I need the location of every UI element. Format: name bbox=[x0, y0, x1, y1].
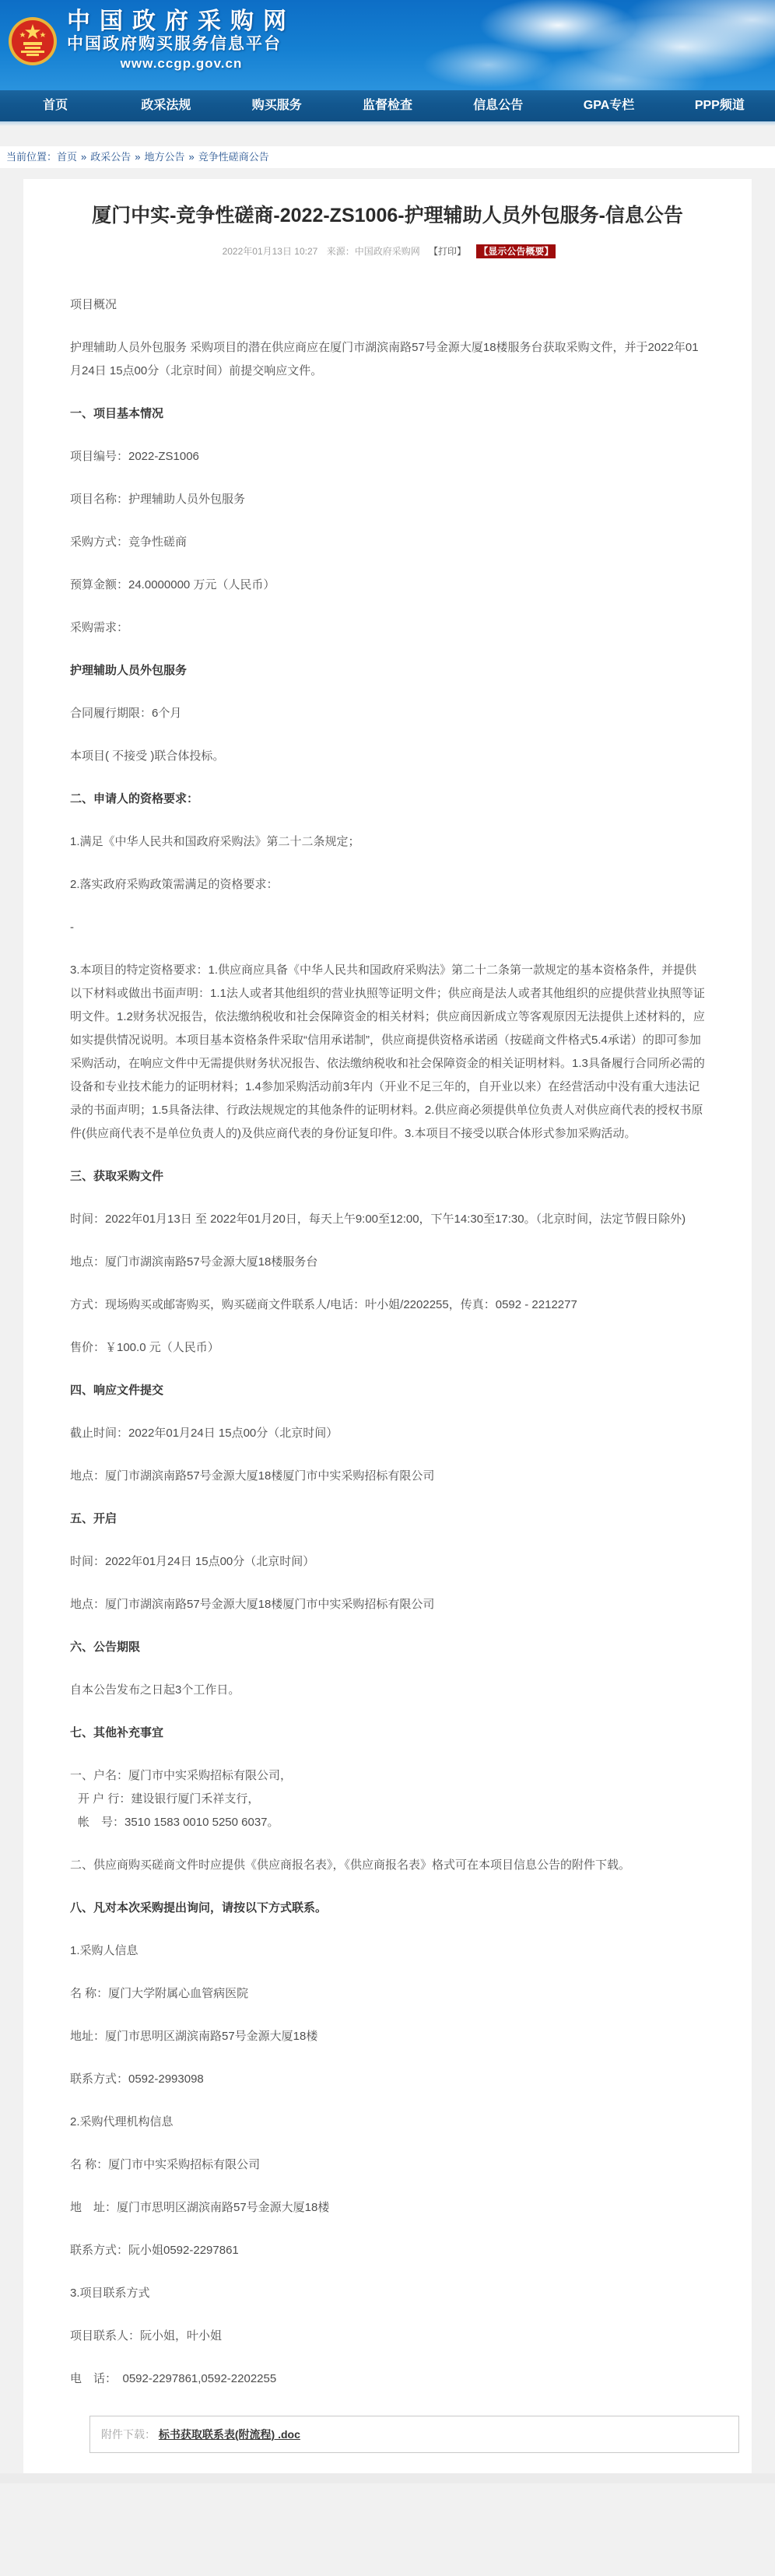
print-button[interactable]: 【打印】 bbox=[429, 246, 467, 257]
breadcrumb-item-competitive-consultation: 竞争性磋商公告 bbox=[198, 151, 269, 163]
article-paragraph: 售价：￥100.0 元（人民币） bbox=[70, 1341, 219, 1354]
article-paragraph: 2.落实政府采购政策需满足的资格要求： bbox=[70, 878, 279, 891]
site-subtitle: 中国政府购买服务信息平台 bbox=[67, 35, 282, 53]
section-heading: 护理辅助人员外包服务 bbox=[70, 664, 188, 677]
pre-card-gap bbox=[0, 168, 775, 179]
breadcrumb-item-home[interactable]: 首页 bbox=[57, 151, 78, 163]
site-url: www.ccgp.gov.cn bbox=[120, 56, 243, 71]
article-paragraph: 时间：2022年01月13日 至 2022年01月20日，每天上午9:00至12:00，下午14:30至17:30。（北京时间，法定节假日除外) bbox=[70, 1213, 686, 1226]
article-meta bbox=[23, 244, 752, 258]
nav-item-ppp[interactable]: PPP频道 bbox=[694, 99, 745, 112]
article-paragraph: 3.项目联系方式 bbox=[70, 2286, 150, 2300]
article-paragraph: 项目编号：2022-ZS1006 bbox=[70, 450, 199, 463]
article-paragraph: 时间：2022年01月24日 15点00分（北京时间） bbox=[70, 1555, 315, 1568]
section-heading: 七、其他补充事宜 bbox=[70, 1726, 164, 1739]
article-paragraph: 联系方式：0592-2993098 bbox=[70, 2072, 204, 2086]
nav-item-supervision[interactable]: 监督检查 bbox=[362, 99, 412, 112]
attachment-label: 附件下载： bbox=[101, 2428, 156, 2441]
site-header bbox=[0, 0, 775, 90]
breadcrumb-separator: » bbox=[188, 151, 195, 163]
section-heading: 八、凡对本次采购提出询问，请按以下方式联系。 bbox=[70, 1901, 328, 1914]
attachment-box bbox=[89, 2416, 739, 2453]
article-paragraph: 项目名称：护理辅助人员外包服务 bbox=[70, 493, 246, 506]
article-title: 厦门中实-竞争性磋商-2022-ZS1006-护理辅助人员外包服务-信息公告 bbox=[92, 205, 683, 226]
section-heading: 四、响应文件提交 bbox=[70, 1384, 164, 1397]
attachment-link[interactable]: 标书获取联系表(附流程) .doc bbox=[158, 2428, 300, 2441]
nav-item-home[interactable]: 首页 bbox=[43, 99, 68, 112]
article-paragraph: 自本公告发布之日起3个工作日。 bbox=[70, 1683, 240, 1697]
site-title: 中国政府采购网 bbox=[67, 9, 296, 34]
section-heading: 六、公告期限 bbox=[70, 1641, 141, 1654]
article-paragraph: 二、供应商购买磋商文件时应提供《供应商报名表》，《供应商报名表》格式可在本项目信息公告的附件下载。 bbox=[70, 1858, 631, 1872]
national-emblem-icon bbox=[8, 16, 58, 66]
article-paragraph: 联系方式：阮小姐0592-2297861 bbox=[70, 2244, 239, 2257]
article-paragraph: 护理辅助人员外包服务 采购项目的潜在供应商应在厦门市湖滨南路57号金源大厦18楼服务台获取采购文件，并于2022年01月24日 15点00分（北京时间）前提交响应文件。 bbox=[70, 341, 699, 377]
article-paragraph: 预算金额：24.0000000 万元（人民币） bbox=[70, 578, 275, 591]
article-paragraph: 2.采购代理机构信息 bbox=[70, 2115, 174, 2129]
article-paragraph: 帐 号：3510 1583 0010 5250 6037。 bbox=[78, 1816, 279, 1829]
article-paragraph: 名 称：厦门大学附属心血管病医院 bbox=[70, 1987, 249, 2000]
article-paragraph: 3.本项目的特定资格要求：1.供应商应具备《中华人民共和国政府采购法》第二十二条第一款规定的基本资格条件，并提供以下材料或做出书面声明：1.1法人或者其他组织的营业执照等证明文件；供应商是法人或者其他组织的应提供营业执照等证明文件。1.2财务状况报告，依法缴纳税收和社会保障资金的相关材料；供应商因新成立等客观原因无法提供上述材料的，应如实提供情况说明。本项目基本资格条件采取“信用承诺制”，供应商提供资格承诺函（按磋商文件格式5.4承诺）的即可参加采购活动，在响应文件中无需提供财务状况报告、依法缴纳税收和社会保障资金的相关证明材料。1.3具备履行合同所必需的设备和专业技术能力的证明材料；1.4参加采购活动前3年内（开业不足三年的，自开业以来）在经营活动中没有重大违法记录的书面声明；1.5具备法律、行政法规规定的其他条件的证明材料。2.供应商必须提供单位负责人对供应商代表的授权书原件(供应商代表不是单位负责人的)及供应商代表的身份证复印件。3.本项目不接受以联合体形式参加采购活动。 bbox=[70, 963, 705, 1140]
article-paragraph: 1.采购人信息 bbox=[70, 1944, 139, 1957]
article-paragraph: 一、户名：厦门市中实采购招标有限公司， bbox=[70, 1769, 293, 1782]
main-nav bbox=[0, 90, 775, 121]
breadcrumb-item-local-announcements[interactable]: 地方公告 bbox=[144, 151, 185, 163]
article-source: 来源：中国政府采购网 bbox=[326, 246, 420, 257]
article-paragraph: 开 户 行：建设银行厦门禾祥支行， bbox=[78, 1792, 260, 1806]
section-heading: 三、获取采购文件 bbox=[70, 1170, 164, 1183]
article-paragraph: 地址：厦门市思明区湖滨南路57号金源大厦18楼 bbox=[70, 2030, 318, 2043]
article-paragraph: 电 话： 0592-2297861,0592-2202255 bbox=[70, 2372, 277, 2385]
site-logo[interactable] bbox=[8, 9, 296, 73]
breadcrumb-separator: » bbox=[81, 151, 87, 163]
article-paragraph: 方式：现场购买或邮寄购买，购买磋商文件联系人/电话：叶小姐/2202255，传真：0592 - 2212277 bbox=[70, 1298, 577, 1311]
section-heading: 五、开启 bbox=[70, 1512, 117, 1525]
site-text bbox=[67, 9, 296, 73]
article-paragraph: 采购方式：竞争性磋商 bbox=[70, 535, 188, 549]
article-paragraph: 采购需求： bbox=[70, 621, 129, 634]
article-paragraph: 合同履行期限：6个月 bbox=[70, 707, 182, 720]
article-paragraph: 截止时间：2022年01月24日 15点00分（北京时间） bbox=[70, 1427, 338, 1440]
nav-item-laws[interactable]: 政采法规 bbox=[141, 99, 191, 112]
article-paragraph: 项目联系人：阮小姐，叶小姐 bbox=[70, 2329, 223, 2343]
article-paragraph: 地点：厦门市湖滨南路57号金源大厦18楼厦门市中实采购招标有限公司 bbox=[70, 1598, 435, 1611]
article-card bbox=[23, 179, 752, 2473]
nav-item-purchase-service[interactable]: 购买服务 bbox=[251, 99, 302, 112]
nav-item-announcements[interactable]: 信息公告 bbox=[473, 99, 524, 112]
breadcrumb bbox=[0, 146, 775, 168]
article-paragraph: 地 址：厦门市思明区湖滨南路57号金源大厦18楼 bbox=[70, 2201, 330, 2214]
nav-item-gpa[interactable]: GPA专栏 bbox=[583, 99, 635, 112]
article-paragraph: 地点：厦门市湖滨南路57号金源大厦18楼厦门市中实采购招标有限公司 bbox=[70, 1469, 435, 1483]
nav-gap bbox=[0, 126, 775, 146]
article-paragraph: - bbox=[70, 921, 74, 934]
breadcrumb-separator: » bbox=[135, 151, 141, 163]
section-heading: 二、申请人的资格要求： bbox=[70, 792, 199, 805]
section-heading: 一、项目基本情况 bbox=[70, 407, 164, 420]
article-body bbox=[70, 293, 705, 2391]
breadcrumb-prefix: 当前位置： bbox=[6, 151, 58, 163]
article-datetime: 2022年01月13日 10:27 bbox=[222, 246, 318, 257]
article-paragraph: 1.满足《中华人民共和国政府采购法》第二十二条规定； bbox=[70, 835, 360, 848]
footer-strip bbox=[0, 2473, 775, 2483]
article-paragraph: 项目概况 bbox=[70, 298, 117, 311]
article-paragraph: 名 称：厦门市中实采购招标有限公司 bbox=[70, 2158, 261, 2171]
breadcrumb-item-procurement-announcements[interactable]: 政采公告 bbox=[90, 151, 132, 163]
article-paragraph: 地点：厦门市湖滨南路57号金源大厦18楼服务台 bbox=[70, 1255, 318, 1269]
show-summary-button[interactable]: 【显示公告概要】 bbox=[476, 244, 556, 258]
article-paragraph: 本项目( 不接受 )联合体投标。 bbox=[70, 749, 225, 763]
